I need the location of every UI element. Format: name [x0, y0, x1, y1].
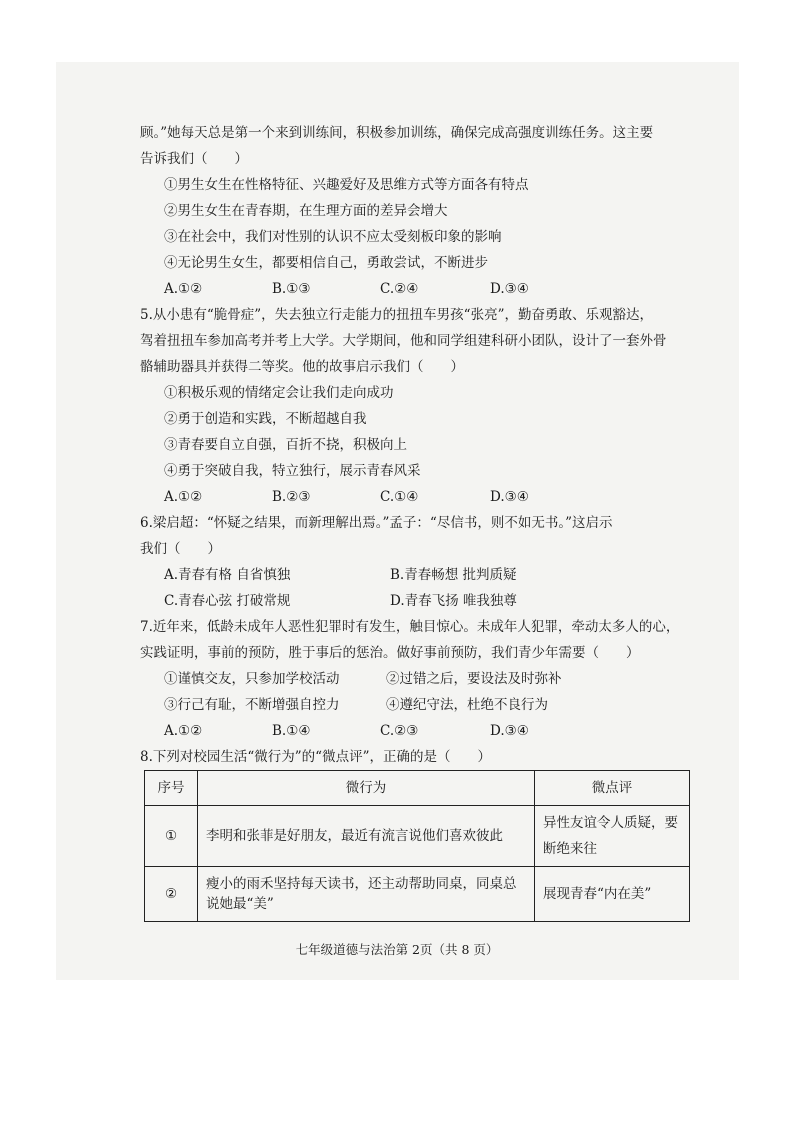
q4-option-2: ②男生女生在青春期，在生理方面的差异会增大 [164, 203, 448, 219]
q6-choice-d: D.青春飞扬 唯我独尊 [390, 593, 517, 609]
q5-option-1: ①积极乐观的情绪定会让我们走向成功 [164, 385, 394, 401]
page-footer: 七年级道德与法治第 2页（共 8 页） [295, 942, 499, 957]
q4-choice-d: D.③④ [490, 281, 529, 297]
q5-choice-c: C.①④ [380, 489, 419, 505]
q5-choice-a: A.①② [164, 489, 203, 505]
q7-option-3: ③行己有耻，不断增强自控力 [164, 697, 340, 713]
q4-choices [140, 276, 700, 302]
row-2-number: ② [145, 867, 198, 922]
header-number: 序号 [145, 771, 198, 806]
table-header-row [145, 771, 690, 806]
q7-choices [140, 718, 700, 744]
q7-options-row-1 [140, 666, 700, 692]
q7-choice-b: B.①④ [272, 723, 311, 739]
q7-choice-d: D.③④ [490, 723, 529, 739]
q6-choice-a: A.青春有格 自省慎独 [164, 567, 291, 583]
q5-choice-d: D.③④ [490, 489, 529, 505]
q7-line-1: 7.近年来，低龄未成年人恶性犯罪时有发生，触目惊心。未成年人犯罪，牵动太多人的心， [140, 619, 680, 635]
q7-option-2: ②过错之后，要设法及时弥补 [386, 671, 562, 687]
q4-choice-c: C.②④ [380, 281, 419, 297]
row-1-number: ① [145, 806, 198, 867]
row-1-comment: 异性友谊令人质疑，要断绝来往 [535, 806, 690, 867]
q7-choice-c: C.②③ [380, 723, 419, 739]
row-2-behavior: 瘦小的雨禾坚持每天读书，还主动帮助同桌，同桌总说她最“美” [198, 867, 535, 922]
q5-option-3: ③青春要自立自强，百折不挠，积极向上 [164, 437, 407, 453]
q5-line-3: 骼辅助器具并获得二等奖。他的故事启示我们（ ） [140, 359, 464, 375]
exam-content [140, 120, 700, 922]
q7-choice-a: A.①② [164, 723, 203, 739]
header-micro-comment: 微点评 [535, 771, 690, 806]
header-micro-behavior: 微行为 [198, 771, 535, 806]
q4-option-1: ①男生女生在性格特征、兴趣爱好及思维方式等方面各有特点 [164, 177, 529, 193]
q5-line-1: 5.从小患有“脆骨症”，失去独立行走能力的扭扭车男孩“张亮”，勤奋勇敢、乐观豁达， [140, 307, 653, 323]
q7-line-2: 实践证明，事前的预防，胜于事后的惩治。做好事前预防，我们青少年需要（ ） [140, 645, 640, 661]
q6-line-1: 6.梁启超：“怀疑之结果，而新理解出焉。”孟子：“尽信书，则不如无书。”这启示 [140, 515, 613, 531]
q5-option-4: ④勇于突破自我，特立独行，展示青春风采 [164, 463, 421, 479]
q7-option-4: ④遵纪守法，杜绝不良行为 [386, 697, 548, 713]
table-row [145, 867, 690, 922]
q6-choice-c: C.青春心弦 打破常规 [164, 593, 291, 609]
q6-choice-b: B.青春畅想 批判质疑 [390, 567, 517, 583]
question-5 [140, 302, 700, 510]
question-7 [140, 614, 700, 744]
q4-choice-b: B.①③ [272, 281, 311, 297]
q7-option-1: ①谨慎交友，只参加学校活动 [164, 671, 340, 687]
question-8 [140, 744, 700, 922]
q4-line-2: 告诉我们（ ） [140, 151, 248, 167]
q4-option-4: ④无论男生女生，都要相信自己，勇敢尝试，不断进步 [164, 255, 488, 271]
q6-choices-row-2 [140, 588, 700, 614]
q5-choices [140, 484, 700, 510]
question-4 [140, 120, 700, 302]
q5-line-2: 驾着扭扭车参加高考并考上大学。大学期间，他和同学组建科研小团队，设计了一套外骨 [140, 333, 667, 349]
row-1-behavior: 李明和张菲是好朋友，最近有流言说他们喜欢彼此 [198, 806, 535, 867]
q4-option-3: ③在社会中，我们对性别的认识不应太受刻板印象的影响 [164, 229, 502, 245]
q5-option-2: ②勇于创造和实践，不断超越自我 [164, 411, 367, 427]
q4-line-1: 顾。”她每天总是第一个来到训练间，积极参加训练，确保完成高强度训练任务。这主要 [140, 125, 654, 141]
q5-choice-b: B.②③ [272, 489, 311, 505]
q6-choices-row-1 [140, 562, 700, 588]
q6-line-2: 我们（ ） [140, 541, 221, 557]
q8-table [144, 770, 690, 922]
q8-stem: 8.下列对校园生活“微行为”的“微点评”，正确的是（ ） [140, 749, 491, 765]
q7-options-row-2 [140, 692, 700, 718]
q4-choice-a: A.①② [164, 281, 203, 297]
table-row [145, 806, 690, 867]
row-2-comment: 展现青春“内在美” [535, 867, 690, 922]
question-6 [140, 510, 700, 614]
